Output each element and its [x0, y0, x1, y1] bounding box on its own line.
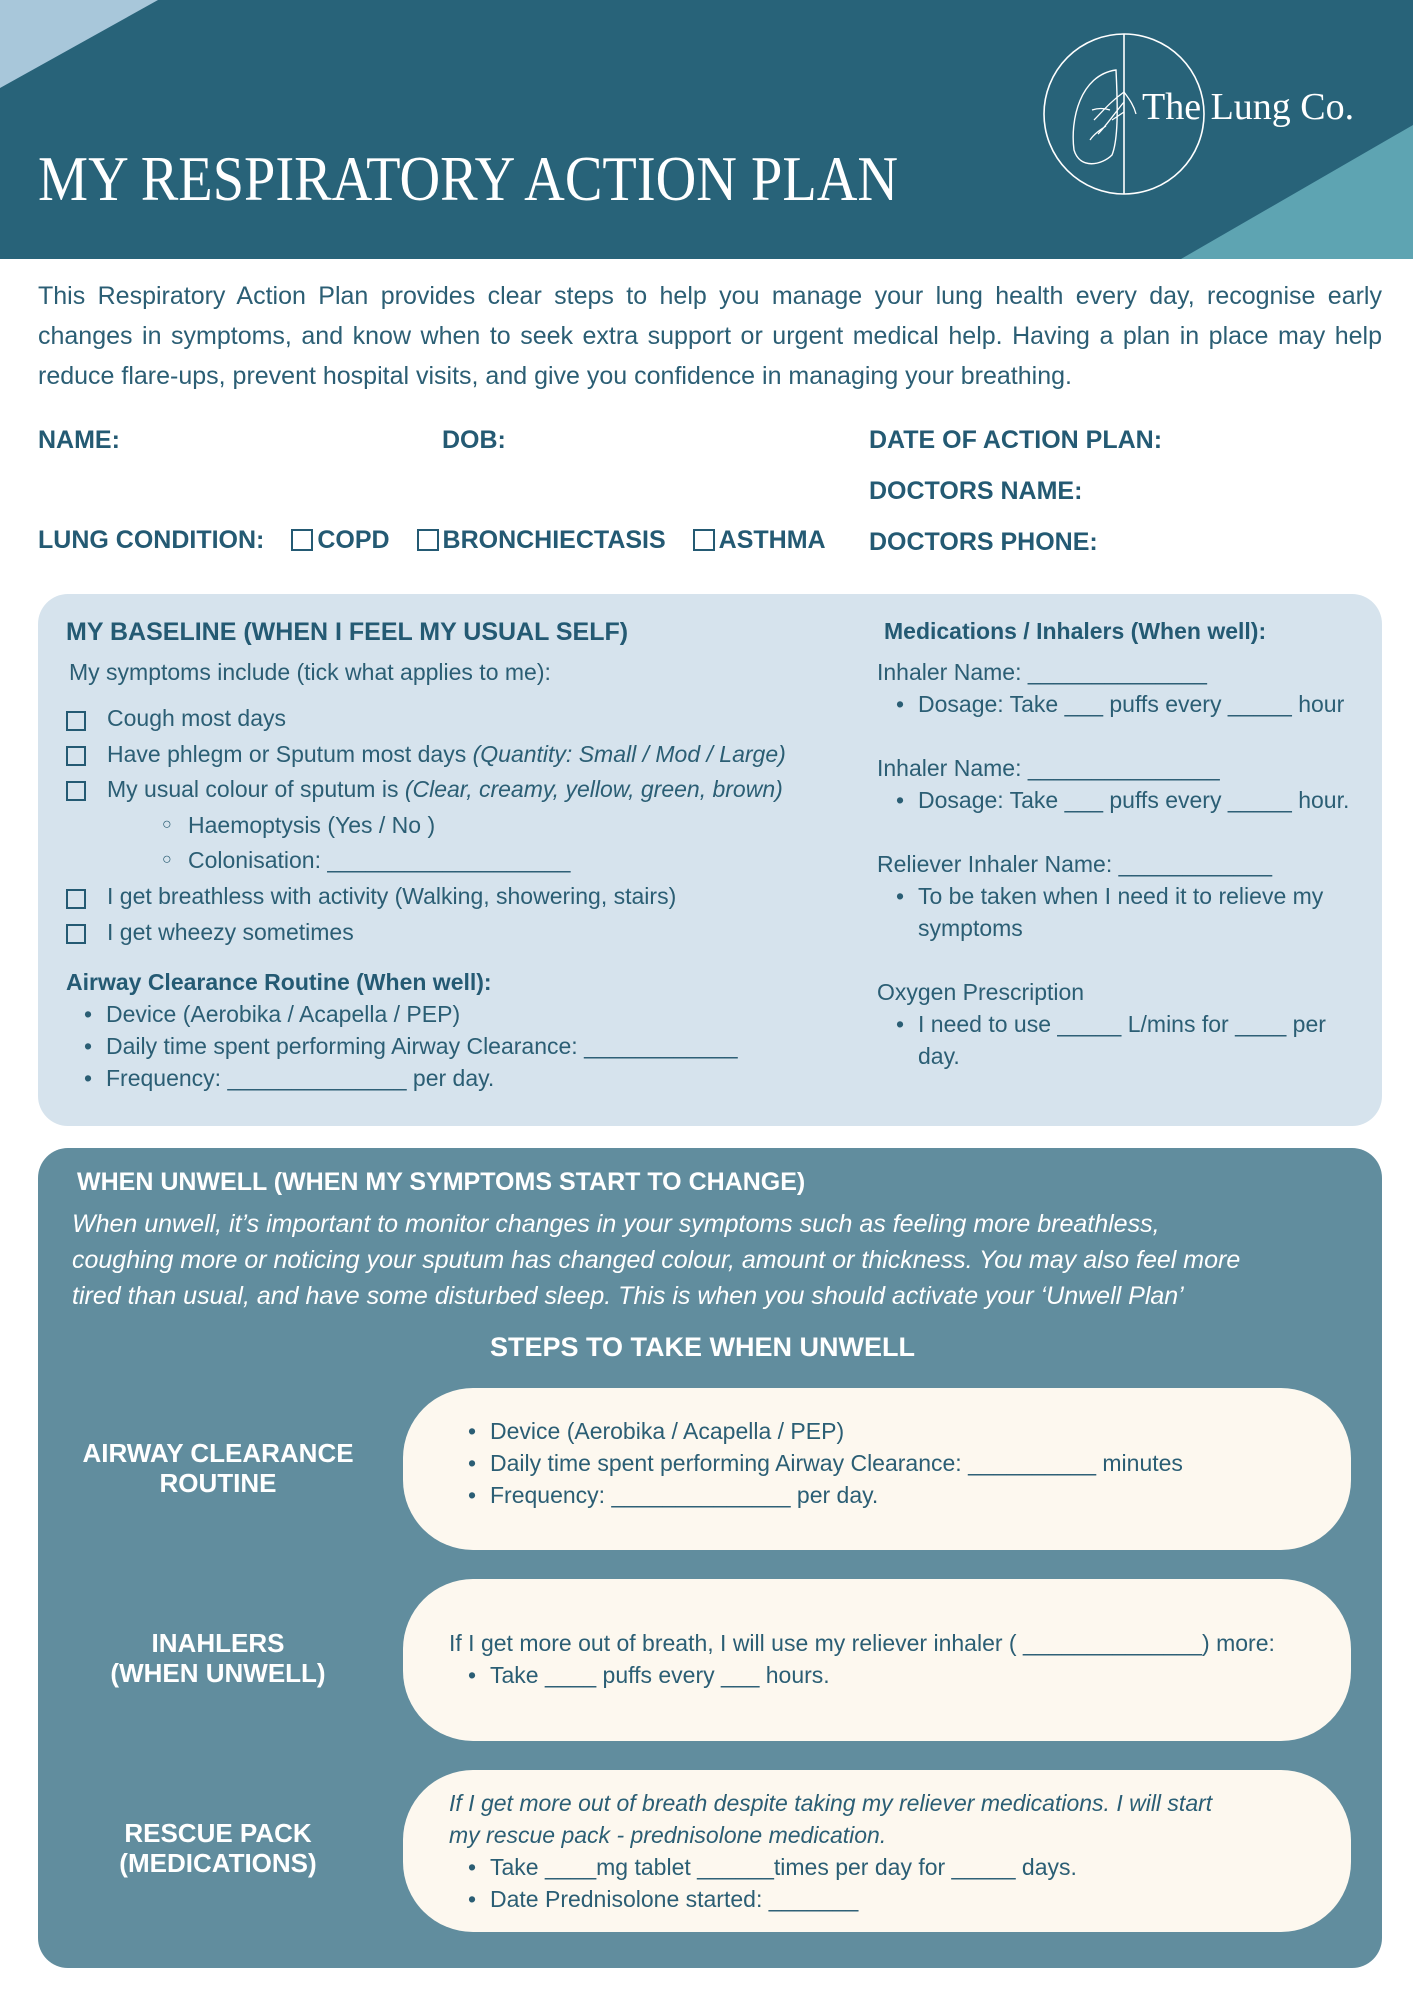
rescue-pack-box	[403, 1770, 1351, 1932]
airway-clearance-box	[403, 1388, 1351, 1550]
inhaler1-name: Inhaler Name: ______________	[877, 659, 1207, 685]
symptom-haemoptysis: ○ Haemoptysis (Yes / No )	[188, 812, 435, 839]
checkbox[interactable]	[417, 529, 439, 551]
inhalers-box	[403, 1579, 1351, 1741]
lung-condition-row	[38, 526, 826, 555]
rescue-instruction: If I get more out of breath despite taking my reliever medications. I will start	[449, 1790, 1213, 1816]
airway-item: • Daily time spent performing Airway Clearance: ____________	[106, 1033, 738, 1060]
checkbox[interactable]	[291, 529, 313, 551]
symptom-colonisation: ○ Colonisation: ___________________	[188, 847, 570, 874]
symptom-checkbox-colour[interactable]	[66, 781, 86, 804]
rescue-instruction-cont: my rescue pack - prednisolone medication.	[449, 1822, 887, 1848]
date-of-plan-label: DATE OF ACTION PLAN:	[869, 426, 1163, 454]
airway-item: • Frequency: ______________ per day.	[106, 1065, 494, 1092]
reliever-inhaler-name: Reliever Inhaler Name: ____________	[877, 851, 1273, 877]
symptom-checkbox-wheezy[interactable]	[66, 924, 86, 947]
symptom-colour: My usual colour of sputum is (Clear, creamy, yellow, green, brown)	[107, 776, 783, 802]
logo-text: The Lung Co.	[1142, 86, 1355, 128]
dob-label: DOB:	[442, 426, 506, 454]
name-label: NAME:	[38, 426, 120, 454]
symptom-breathless: I get breathless with activity (Walking, showering, stairs)	[107, 883, 677, 909]
unwell-description-line: When unwell, it’s important to monitor changes in your symptoms such as feeling more breathless,	[72, 1210, 1160, 1238]
unwell-description-line: coughing more or noticing your sputum has changed colour, amount or thickness. You may also feel more	[72, 1246, 1241, 1274]
doctors-name-label: DOCTORS NAME:	[869, 477, 1083, 505]
condition-option-asthma[interactable]: ASTHMA	[693, 526, 826, 555]
symptom-checkbox-phlegm[interactable]	[66, 746, 86, 769]
symptom-phlegm: Have phlegm or Sputum most days (Quantity: Small / Mod / Large)	[107, 741, 786, 767]
symptom-checkbox-breathless[interactable]	[66, 889, 86, 912]
page-title: MY RESPIRATORY ACTION PLAN	[38, 143, 899, 214]
reliever-instruction: • To be taken when I need it to relieve my	[918, 883, 1323, 910]
inhaler2-dosage: • Dosage: Take ___ puffs every _____ hour.	[918, 787, 1349, 814]
inhaler2-name: Inhaler Name: _______________	[877, 755, 1220, 781]
decorative-triangle-top-left	[0, 0, 158, 88]
intro-paragraph: This Respiratory Action Plan provides clear steps to help you manage your lung health every day, recognise early changes in symptoms, and know when to seek extra support or urgent medical help. Having a plan in place may help reduce flare-ups, prevent hospital visits, and give you confidence in managing your breathing.	[38, 282, 1382, 390]
rescue-item: • Date Prednisolone started: _______	[490, 1886, 858, 1913]
unwell-heading: WHEN UNWELL (WHEN MY SYMPTOMS START TO CHANGE)	[77, 1168, 806, 1196]
unwell-airway-item: • Frequency: ______________ per day.	[490, 1482, 878, 1509]
checkbox[interactable]	[693, 529, 715, 551]
unwell-airway-item: • Daily time spent performing Airway Clearance: __________ minutes	[490, 1450, 1183, 1477]
symptom-wheezy: I get wheezy sometimes	[107, 919, 354, 945]
medications-heading: Medications / Inhalers (When well):	[884, 618, 1267, 644]
airway-clearance-label: AIRWAY CLEARANCE ROUTINE	[82, 1438, 354, 1498]
inhalers-label: INAHLERS (WHEN UNWELL)	[110, 1628, 326, 1688]
doctors-phone-label: DOCTORS PHONE:	[869, 528, 1098, 556]
lung-condition-label: LUNG CONDITION:	[38, 526, 265, 554]
oxygen-instruction-cont: day.	[918, 1043, 960, 1069]
header-banner	[0, 0, 1413, 259]
oxygen-heading: Oxygen Prescription	[877, 979, 1085, 1005]
inhalers-item: • Take ____ puffs every ___ hours.	[490, 1662, 830, 1689]
symptom-cough: Cough most days	[107, 705, 286, 731]
inhaler1-dosage: • Dosage: Take ___ puffs every _____ hour	[918, 691, 1344, 718]
baseline-heading: MY BASELINE (WHEN I FEEL MY USUAL SELF)	[66, 618, 629, 646]
condition-option-copd[interactable]: COPD	[291, 526, 389, 555]
steps-heading: STEPS TO TAKE WHEN UNWELL	[490, 1332, 915, 1362]
oxygen-instruction: • I need to use _____ L/mins for ____ per	[918, 1011, 1326, 1038]
baseline-subheading: My symptoms include (tick what applies to me):	[69, 659, 551, 685]
unwell-airway-item: • Device (Aerobika / Acapella / PEP)	[490, 1418, 844, 1445]
reliever-instruction-cont: symptoms	[918, 915, 1023, 941]
airway-heading: Airway Clearance Routine (When well):	[66, 969, 492, 995]
unwell-panel	[38, 1148, 1382, 1968]
company-logo	[1040, 30, 1370, 198]
airway-item: • Device (Aerobika / Acapella / PEP)	[106, 1001, 460, 1028]
rescue-item: • Take ____mg tablet ______times per day for _____ days.	[490, 1854, 1077, 1881]
unwell-description-line: tired than usual, and have some disturbed sleep. This is when you should activate your ‘Unwell Plan’	[72, 1282, 1184, 1310]
condition-option-bronchiectasis[interactable]: BRONCHIECTASIS	[417, 526, 666, 555]
symptom-checkbox-cough[interactable]	[66, 711, 86, 734]
baseline-panel	[38, 594, 1382, 1126]
rescue-pack-label: RESCUE PACK (MEDICATIONS)	[119, 1818, 317, 1878]
inhalers-instruction: If I get more out of breath, I will use my reliever inhaler ( ______________) more:	[449, 1630, 1275, 1656]
